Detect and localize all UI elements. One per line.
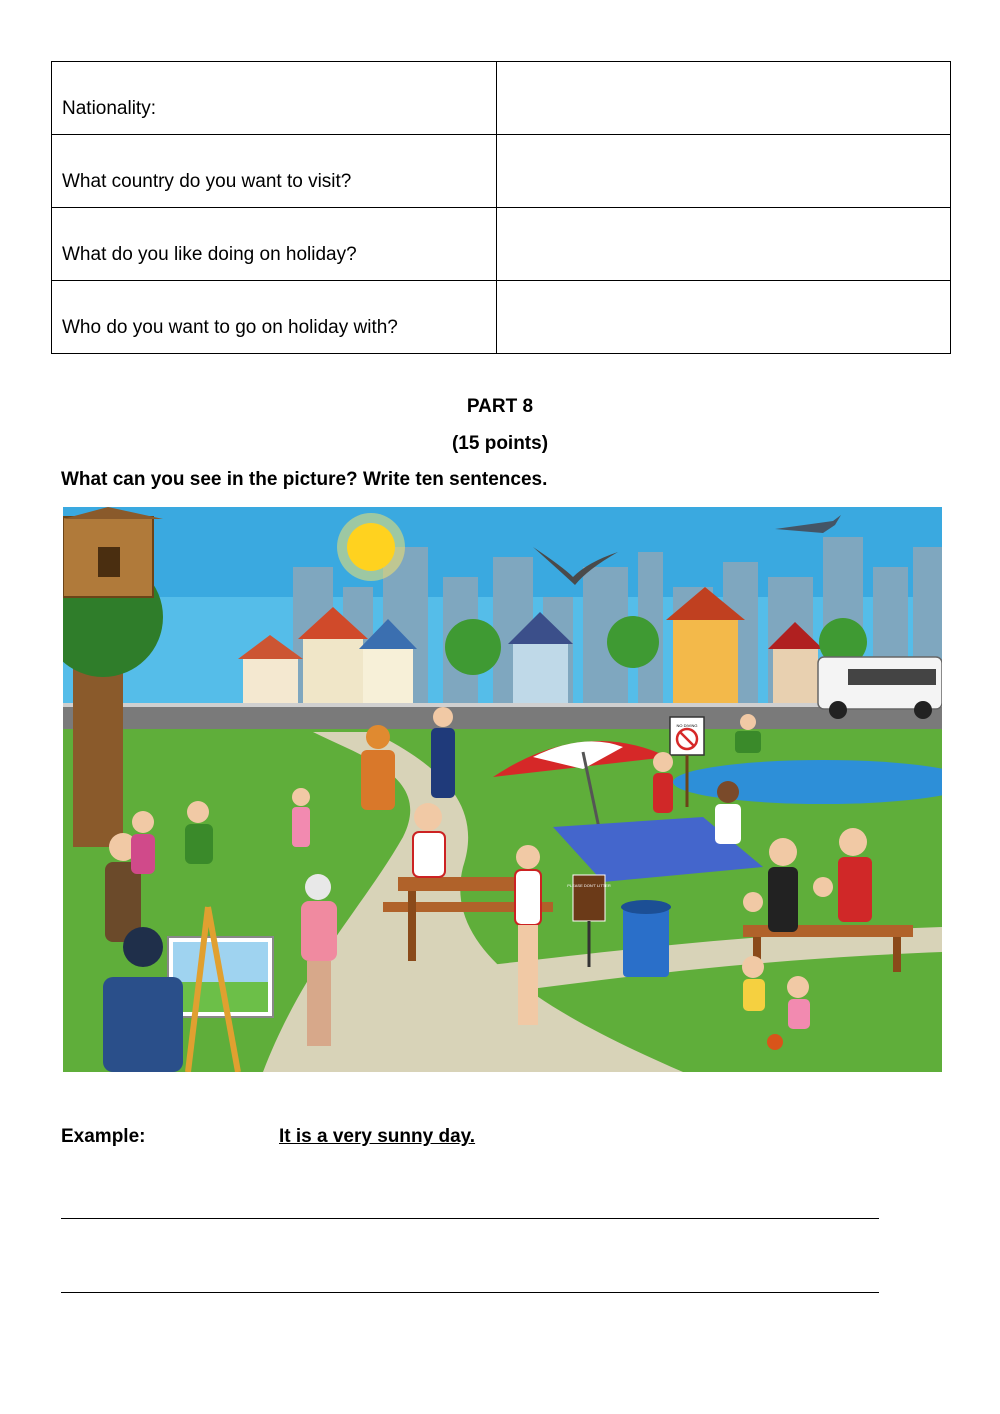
road — [63, 705, 942, 733]
answer-cell[interactable] — [497, 135, 951, 208]
answer-cell[interactable] — [497, 281, 951, 354]
question-cell: Who do you want to go on holiday with? — [52, 281, 497, 354]
question-cell: What country do you want to visit? — [52, 135, 497, 208]
example-sentence: It is a very sunny day. — [279, 1126, 476, 1147]
info-table — [51, 61, 951, 354]
instruction-text: What can you see in the picture? Write ten sentences. — [61, 469, 548, 490]
answer-cell[interactable] — [497, 62, 951, 135]
answer-line-1[interactable] — [61, 1218, 879, 1219]
answer-cell[interactable] — [497, 208, 951, 281]
part-title: PART 8 — [466, 396, 534, 417]
example-label: Example: — [61, 1126, 146, 1147]
question-cell: Nationality: — [52, 62, 497, 135]
trash-can — [621, 900, 671, 977]
litter-sign-text: PLEASE DON'T LITTER — [567, 883, 611, 888]
park-scene-illustration — [63, 507, 942, 1072]
sun — [337, 513, 405, 581]
no-diving-sign-text: NO DIVING — [676, 723, 698, 728]
table-row — [52, 135, 951, 208]
question-cell: What do you like doing on holiday? — [52, 208, 497, 281]
table-row — [52, 281, 951, 354]
table-row — [52, 208, 951, 281]
table-row — [52, 62, 951, 135]
part-points: (15 points) — [451, 433, 549, 454]
answer-line-2[interactable] — [61, 1292, 879, 1293]
bus — [818, 657, 942, 719]
